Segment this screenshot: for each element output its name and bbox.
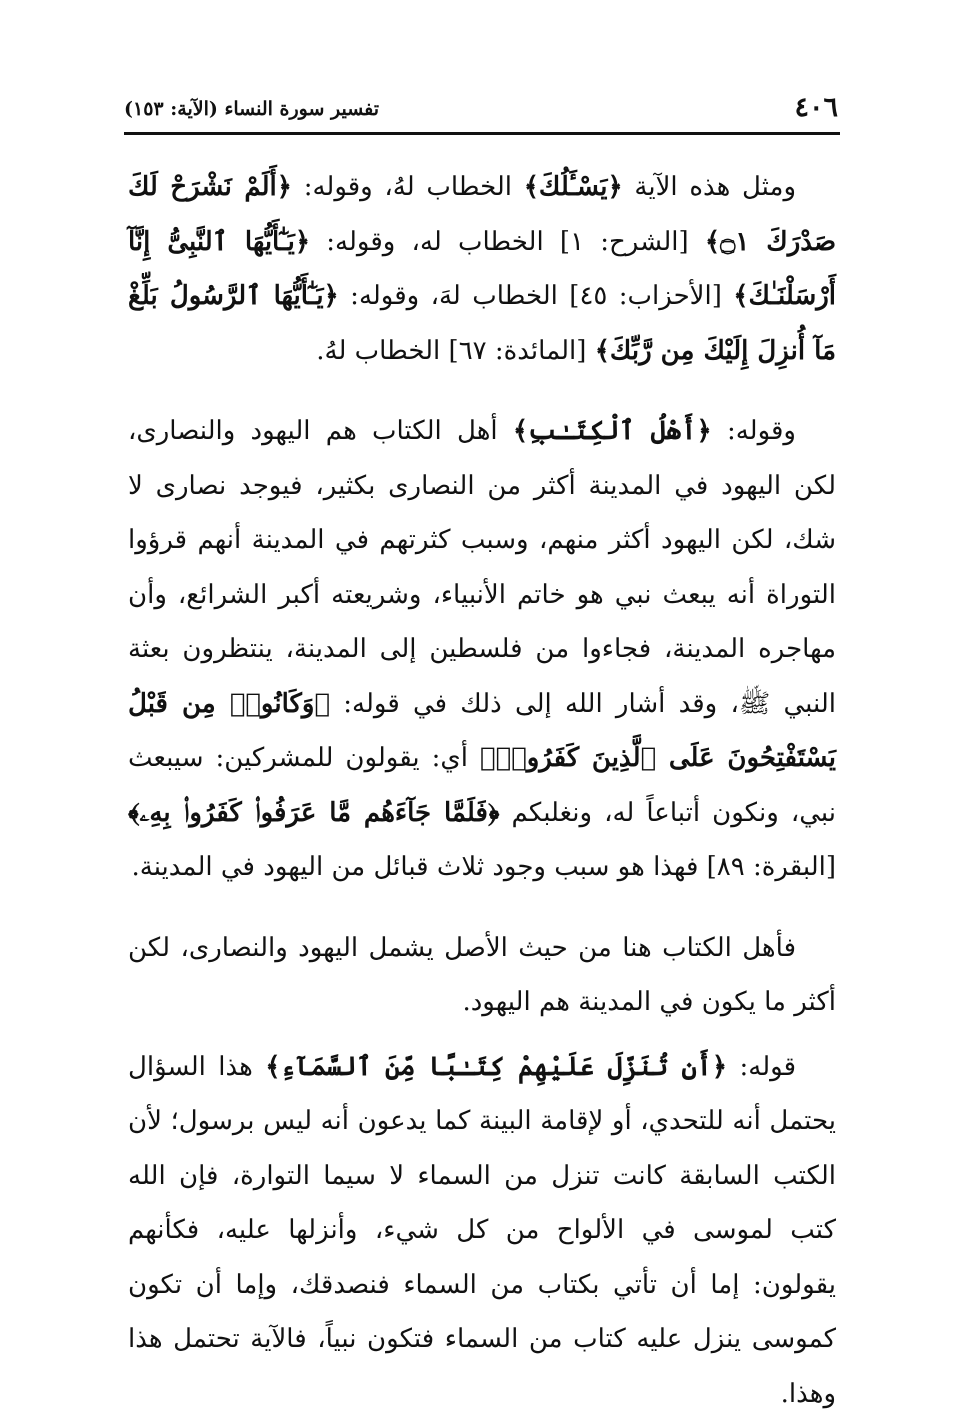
paragraph: [128, 404, 836, 895]
running-title: تفسير سورة النساء (الآية: ١٥٣): [124, 96, 379, 122]
text-run: فأهل الكتاب هنا من حيث الأصل يشمل اليهود والنصارى، لكن أكثر ما يكون في المدينة هم اليهود.: [128, 933, 836, 1018]
text-run: [البقرة: ٨٩] فهذا هو سبب وجود ثلاث قبائل من اليهود في المدينة.: [132, 852, 837, 882]
text-run: [المائدة: ٦٧] الخطاب لهُ.: [316, 336, 594, 366]
page-header: [124, 92, 838, 126]
text-run: قوله:: [727, 1052, 796, 1082]
text-run: [الأحزاب: ٤٥] الخطاب لهَ، وقوله:: [339, 281, 733, 311]
page-number: ٤٠٦: [794, 92, 838, 124]
text-run: أهل الكتاب هم اليهود والنصارى، لكن اليهود في المدينة أكثر من النصارى بكثير، فيوجد نصارى لا شك، لكن اليهود أكثر منهم، وسبب كثرتهم في المدينة أنهم قرؤوا التوراة أنه يبعث نبي هو خاتم الأنبياء، وشريعته أكبر الشرائع، وأن مهاجره المدينة، فجاءوا من فلسطين إلى المدينة، ينتظرون بعثة النبي ﷺ، وقد أشار الله إلى ذلك في قوله:: [128, 416, 836, 719]
quran-quote: ﴿أَلَمْ نَشْرَحْ لَكَ صَدْرَكَ ۝١﴾: [128, 172, 836, 257]
text-run: وقوله:: [712, 416, 796, 446]
header-divider: [124, 132, 840, 135]
quran-quote: ﴿أَهْلُ ٱلْكِتَـٰبِ﴾: [513, 416, 712, 446]
quran-quote: ﴿يَسْـَٔلُكَ﴾: [524, 172, 623, 202]
text-run: ومثل هذه الآية: [623, 172, 796, 202]
paragraph: [128, 160, 836, 378]
paragraph: [128, 921, 836, 1030]
quran-quote: ﴿فَلَمَّا جَآءَهُم مَّا عَرَفُوا۟ كَفَرُوا۟ بِهِۦ﴾: [128, 798, 499, 828]
quran-quote: ﴿أَن تُنَزِّلَ عَلَيْهِمْ كِتَـٰبًا مِّنَ ٱلسَّمَآءِ﴾: [265, 1052, 727, 1082]
quran-quote: ﴿وَكَانُوا۟ مِن قَبْلُ يَسْتَفْتِحُونَ عَلَى ٱلَّذِينَ كَفَرُوا۟﴾: [128, 689, 836, 774]
text-run: الخطاب لهُ، وقوله:: [292, 172, 524, 202]
text-run: هذا السؤال يحتمل أنه للتحدي، أو لإقامة البينة كما يدعون أنه ليس برسول؛ لأن الكتب السابقة كانت تنزل من السماء لا سيما التوارة، فإن الله كتب لموسى في الألواح من كل شيء، وأنزلها عليه، فكأنهم يقولون: إما أن تأتي بكتاب من السماء فنصدقك، وإما أن تكون كموسى ينزل عليه كتاب من السماء فتكون نبياً، فالآية تحتمل هذا وهذا.: [128, 1052, 836, 1409]
paragraph: [128, 1040, 836, 1421]
page-body: [128, 160, 836, 1421]
quran-quote: ﴿يَـٰٓأَيُّهَا ٱلرَّسُولُ بَلِّغْ مَآ أُنزِلَ إِلَيْكَ مِن رَّبِّكَ﴾: [128, 281, 836, 366]
text-run: أي: يقولون للمشركين: سيبعث نبي، ونكون أتباعاً له، ونغلبكم: [128, 743, 836, 828]
quran-quote: ﴿يَـٰٓأَيُّهَا ٱلنَّبِىُّ إِنَّآ أَرْسَلْنَـٰكَ﴾: [128, 227, 836, 312]
text-run: [الشرح: ١] الخطاب له، وقوله:: [310, 227, 705, 257]
